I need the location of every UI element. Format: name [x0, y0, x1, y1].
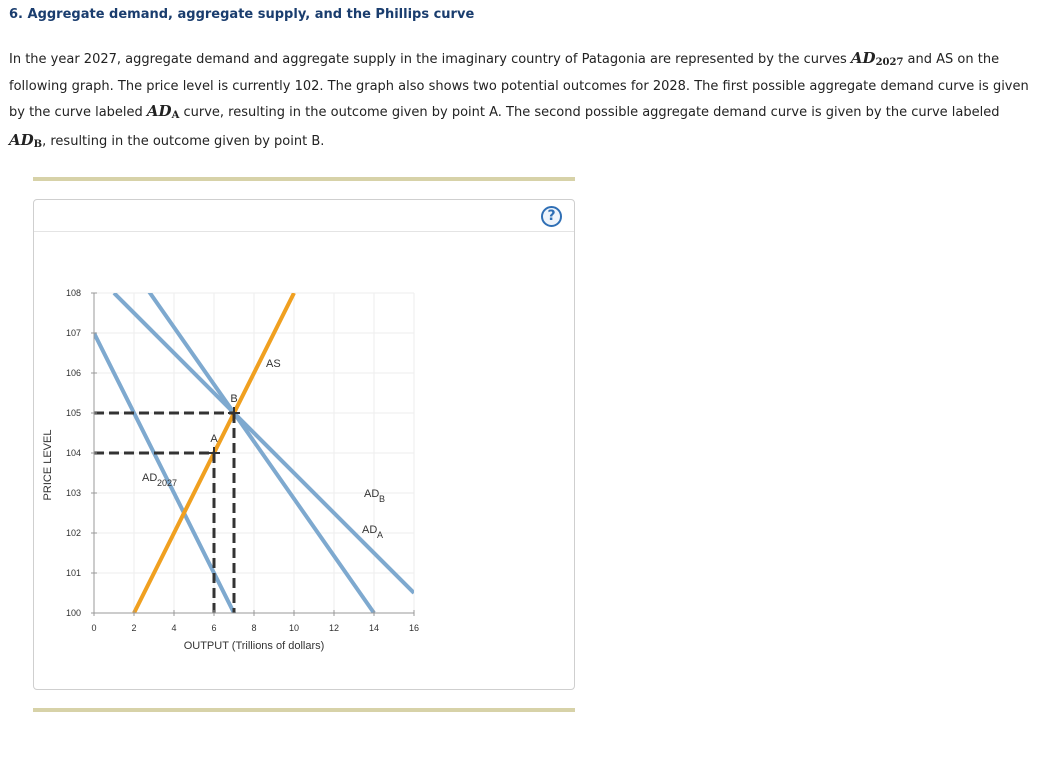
x-tick-label: 0: [91, 623, 97, 633]
label-ad2027-sub: 2027: [157, 478, 178, 488]
y-tick-label: 105: [65, 408, 81, 418]
label-ada: AD: [362, 524, 378, 536]
y-tick-label: 100: [65, 608, 81, 618]
point-a-label: A: [210, 433, 218, 445]
x-tick-label: 6: [211, 623, 217, 633]
bottom-divider: [33, 708, 575, 712]
y-tick-label: 104: [65, 448, 81, 458]
ada-symbol: $AD_A$: [146, 102, 180, 121]
label-ada-sub: A: [377, 530, 384, 540]
y-tick-label: 101: [65, 568, 81, 578]
y-tick-label: 108: [65, 288, 81, 298]
x-axis-title: OUTPUT (Trillions of dollars): [183, 640, 325, 652]
ad2027-symbol: $AD_{2027}$: [850, 49, 904, 68]
x-tick-label: 12: [328, 623, 340, 633]
x-tick-label: 14: [368, 623, 380, 633]
curve-adb[interactable]: [114, 293, 414, 593]
y-axis-title: PRICE LEVEL: [42, 429, 54, 501]
y-tick-label: 107: [65, 328, 81, 338]
point-b-label: B: [230, 393, 238, 405]
x-tick-label: 10: [288, 623, 300, 633]
x-tick-label: 8: [251, 623, 257, 633]
label-adb: AD: [364, 488, 380, 500]
x-tick-label: 16: [408, 623, 420, 633]
ad-as-chart: [34, 200, 574, 689]
top-divider: [33, 177, 575, 181]
label-adb-sub: B: [379, 494, 386, 504]
y-tick-label: 106: [65, 368, 81, 378]
adb-symbol: $AD_B$: [9, 131, 43, 150]
question-text: In the year 2027, aggregate demand and aggregate supply in the imaginary country of Patagonia are represented by the curves $AD_{2027}$ and AS on the following graph. The price level is currently 102. The graph also shows two potential outcomes for 2028. The first possible aggregate demand curve is given by the curve labeled $AD_A$ curve, resulting in the outcome given by point A. The second possible aggregate demand curve is given by the curve labeled $AD_B$, resulting in the outcome given by point B.: [9, 49, 1029, 150]
question-title: 6. Aggregate demand, aggregate supply, and the Phillips curve: [9, 7, 475, 22]
y-tick-label: 103: [65, 488, 81, 498]
label-ad2027: AD: [142, 472, 158, 484]
help-icon[interactable]: ?: [541, 206, 562, 227]
label-as: AS: [266, 358, 281, 370]
y-tick-label: 102: [65, 528, 81, 538]
x-tick-label: 2: [131, 623, 137, 633]
graph-panel: [33, 199, 575, 690]
x-tick-label: 4: [171, 623, 177, 633]
